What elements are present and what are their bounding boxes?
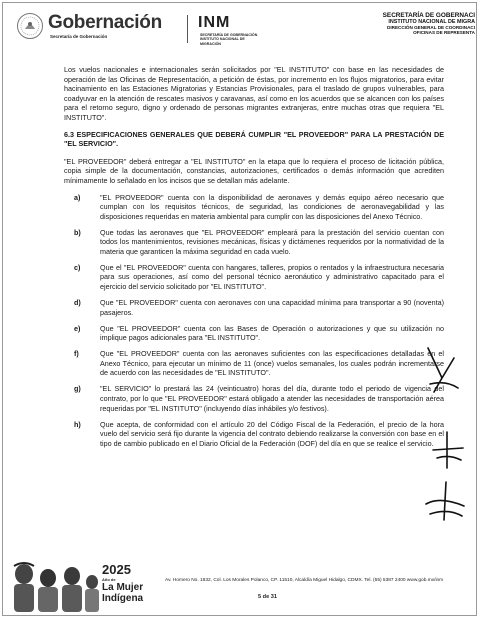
- list-item-label: b): [74, 227, 81, 237]
- list-item: [64, 384, 444, 413]
- gobernacion-logo-text: Gobernación: [48, 12, 162, 33]
- footer-address: Av. Homero No. 1832, Col. Los Morales Polanco, CP. 11510, Alcaldía Miguel Hidalgo, CDMX. Tel. (55) 5387 2400 www.gob.mx/inm: [165, 578, 444, 583]
- inm-subtitle: [200, 33, 260, 46]
- footer-slogan-mujer: La Mujer: [102, 582, 144, 593]
- list-item-text: Que el "EL PROVEEDOR" cuenta con hangares, talleres, propios o rentados y la infraestructura necesaria para sus operaciones, así como del personal técnico aeronáutico y administrativo capacitado para el ejercicio del servicio solicitado por "EL INSTITUTO".: [100, 262, 444, 292]
- indigenous-women-illustration: [10, 560, 100, 612]
- header-department-line-3: DIRECCIÓN GENERAL DE COORDINACI: [387, 25, 475, 30]
- list-item: [64, 298, 444, 317]
- header-department-line-1: SECRETARÍA DE GOBERNACI: [382, 12, 475, 19]
- list-item-text: Que acepta, de conformidad con el artículo 20 del Código Fiscal de la Federación, el precio de la hora vuelo del servicio será fijo durante la vigencia del contrato debiendo realizarse la conversión con base en el tipo de cambio publicado en el Diario Oficial de la Federación (DOF) del día en que se realice el servicio.: [100, 419, 444, 448]
- list-item: [64, 420, 444, 449]
- list-item-text: "EL PROVEEDOR" cuenta con la disponibilidad de aeronaves y demás equipo aéreo necesario que cumplan con los requisitos técnicos, de seguridad, las condiciones de aeronavegabilidad y las disposiciones requeridas en materia ambiental para cumplir con las disposiciones del Anexo Técnico.: [100, 192, 444, 221]
- header-department-line-4: OFICINAS DE REPRESENTA: [413, 30, 475, 36]
- footer-year-caption: Año de: [102, 577, 116, 582]
- gobernacion-subtitle: Secretaría de Gobernación: [50, 34, 108, 39]
- list-item: [64, 263, 444, 292]
- list-item-label: h): [74, 419, 81, 429]
- list-item-label: a): [74, 192, 81, 202]
- intro-paragraph: Los vuelos nacionales e internacionales serán solicitados por "EL INSTITUTO" con base en las necesidades de operación de las Oficinas de Representación, a petición de éstas, por incremento en los flujos migratorios, para evitar hacinamiento en las Estaciones Migratorias y Estancias Provisionales, para el traslado de grupos vulnerables, para coadyuvar en la atención de rescates masivos y caravanas, así como en los acuerdos que se alcancen con los países para el retorno seguro, digno y ordenado de personas migrantes extranjeras, entre muchas otras que requiera "EL INSTITUTO".: [64, 65, 444, 122]
- list-item-text: Que "EL PROVEEDOR" cuenta con las aeronaves suficientes con las especificaciones detalladas en el Anexo Técnico, para ejecutar un mínimo de 11 (once) vuelos semanales, los cuales podrán incrementarse de acuerdo con las necesidades de "EL INSTITUTO".: [100, 349, 444, 378]
- list-item-label: e): [74, 323, 81, 333]
- signature-mark-3: [420, 478, 470, 528]
- footer-year: 2025: [102, 562, 131, 577]
- list-item-label: g): [74, 384, 81, 394]
- list-item-label: f): [74, 349, 79, 359]
- footer-slogan-indigena: Indígena: [102, 593, 144, 604]
- inm-subtitle-line-2: INSTITUTO NACIONAL DE MIGRACIÓN: [200, 37, 245, 46]
- list-item: [64, 324, 444, 343]
- list-item-label: d): [74, 298, 81, 308]
- list-item-text: "EL SERVICIO" lo prestará las 24 (veinticuatro) horas del día, durante todo el periodo de vigencia del contrato, por lo que "EL PROVEEDOR" estará obligado a atender las necesidades de transportación aérea requeridas por "EL INSTITUTO" (incluyendo días inhábiles y/o festivos).: [100, 384, 444, 413]
- government-seal-icon: [16, 12, 44, 40]
- inm-logo: INM: [198, 14, 231, 31]
- list-item: [64, 193, 444, 222]
- list-item: [64, 228, 444, 257]
- list-item-text: Que todas las aeronaves que "EL PROVEEDOR" empleará para la prestación del servicio cuentan con todos los mantenimientos, revisiones mecánicas, físicas y dictámenes requeridos por la normatividad de la materia que garanticen la máxima seguridad en cada vuelo.: [100, 227, 444, 256]
- inm-subtitle-line-1: SECRETARÍA DE GOBERNACIÓN: [200, 33, 258, 37]
- section-heading: 6.3 ESPECIFICACIONES GENERALES QUE DEBERÁ CUMPLIR "EL PROVEEDOR" PARA LA PRESTACIÓN DE "EL SERVICIO".: [64, 129, 444, 149]
- section-intro-paragraph: "EL PROVEEDOR" deberá entregar a "EL INSTITUTO" en la etapa que lo requiera el proceso de licitación pública, copia simple de la documentación, constancias, autorizaciones, certificados o demás información que acrediten mínimamente lo señalado en los incisos que se detallan más adelante.: [64, 156, 444, 185]
- signature-mark-1: [420, 340, 465, 400]
- header-department: [325, 12, 475, 36]
- header-divider: [187, 15, 188, 43]
- document-body: [64, 65, 444, 455]
- header-department-line-2: INSTITUTO NACIONAL DE MIGRA: [388, 19, 475, 25]
- signature-mark-2: [425, 428, 470, 473]
- list-item-label: c): [74, 262, 81, 272]
- list-item-text: Que "EL PROVEEDOR" cuenta con las Bases de Operación o autorizaciones y que su utilización no implique pagos adicionales para "EL INSTITUTO".: [100, 323, 444, 343]
- list-item-text: Que "EL PROVEEDOR" cuenta con aeronaves con una capacidad mínima para transportar a 90 (noventa) pasajeros.: [100, 298, 444, 317]
- page-number: 5 de 31: [258, 594, 277, 600]
- list-item: [64, 349, 444, 378]
